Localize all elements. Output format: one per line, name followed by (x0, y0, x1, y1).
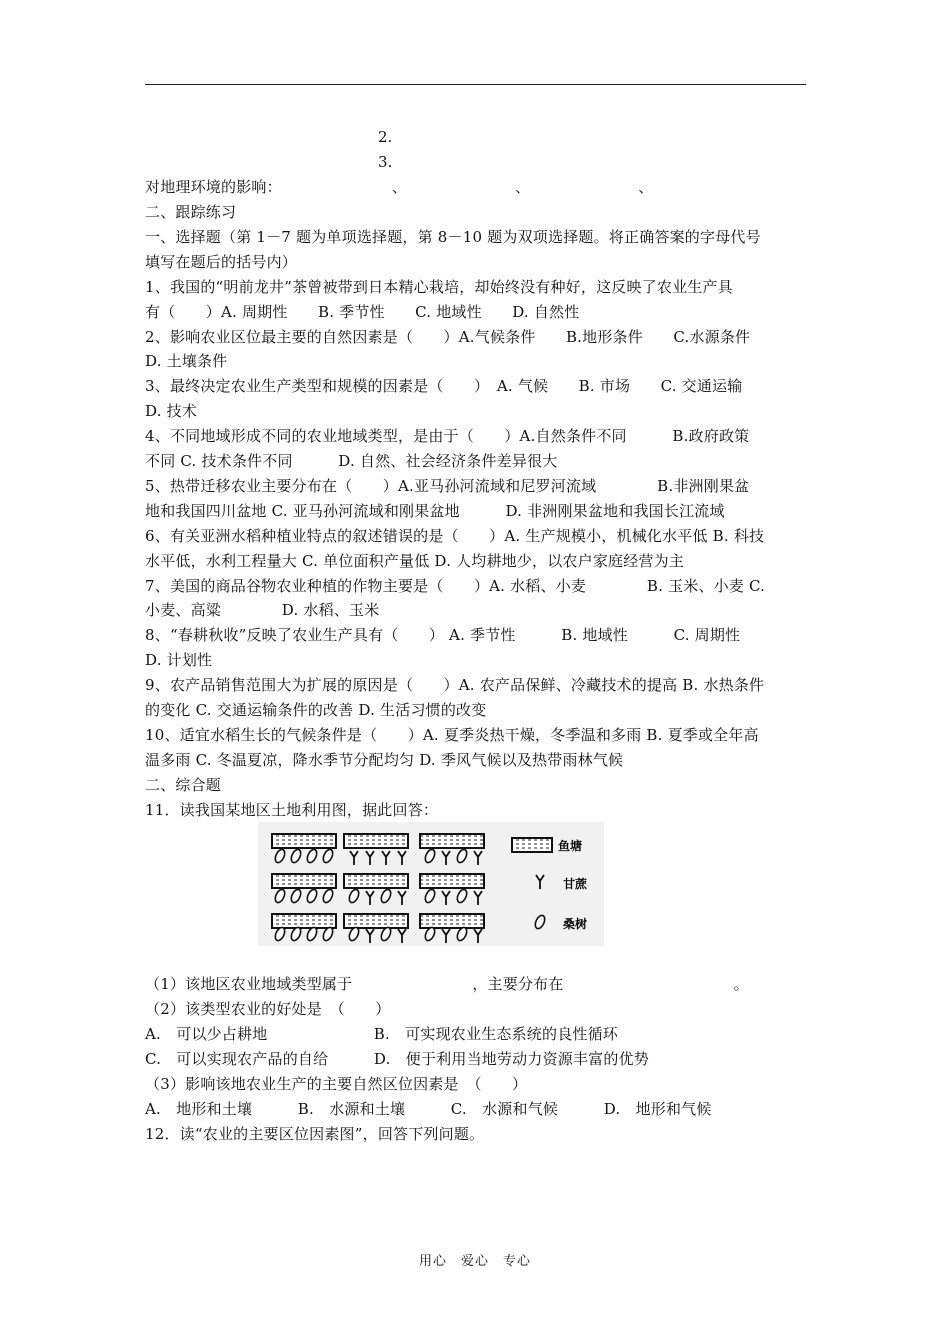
mulberry-icon (321, 888, 334, 904)
fishpond (344, 914, 408, 928)
mulberry-icon (347, 888, 360, 904)
text-line: 二、综合题 (145, 775, 222, 794)
text-line: 水平低，水利工程量大 C. 单位面积产量低 D. 人均耕地少，以农户家庭经营为主 (145, 551, 685, 570)
fishpond (420, 834, 484, 848)
legend-pond-label: 鱼塘 (558, 839, 583, 853)
fishpond (272, 874, 336, 888)
q11-part1-b: ，主要分布在 (472, 975, 564, 993)
fishpond (344, 874, 408, 888)
sugarcane-icon (398, 891, 406, 905)
mulberry-icon (379, 888, 392, 904)
mulberry-icon (289, 848, 302, 864)
fishpond (344, 834, 408, 848)
text-line: 8、“春耕秋收”反映了农业生产具有（ ） A. 季节性 B. 地域性 C. 周期性 (145, 626, 741, 645)
text-line: 10、适宜水稻生长的气候条件是（ ）A. 夏季炎热干燥，冬季温和多雨 B. 夏季或全年高 (145, 725, 759, 744)
text-line: 地和我国四川盆地 C. 亚马孙河流域和刚果盆地 D. 非洲刚果盆地和我国长江流域 (145, 501, 725, 520)
sugarcane-icon (474, 891, 482, 905)
sugarcane-icon (474, 851, 482, 865)
text-line: C. 可以实现农产品的自给 D. 便于利用当地劳动力资源丰富的优势 (145, 1050, 649, 1068)
text-line: （2）该类型农业的好处是 （ ） (145, 1000, 391, 1018)
mulberry-icon (455, 888, 468, 904)
mulberry-icon (289, 888, 302, 904)
text-line: 6、有关亚洲水稻种植业特点的叙述错误的是（ ）A. 生产规模小，机械化水平低 B. 科技 (145, 526, 765, 545)
q11-part1-a: （1）该地区农业地域类型属于 (145, 975, 353, 993)
text-line: 11．读我国某地区土地利用图，据此回答： (145, 800, 439, 819)
mulberry-icon (321, 848, 334, 864)
sugarcane-icon (442, 891, 450, 905)
sugarcane-icon (398, 929, 406, 943)
mulberry-icon (455, 848, 468, 864)
fishpond (272, 834, 336, 848)
mulberry-icon (273, 848, 286, 864)
text-line: D. 技术 (145, 402, 198, 421)
mulberry-icon (423, 848, 436, 864)
text-line: D. 计划性 (145, 651, 213, 670)
text-line: D. 土壤条件 (145, 352, 228, 371)
text-line: 二、跟踪练习 (145, 203, 237, 221)
sugarcane-icon (442, 851, 450, 865)
text-line: 的变化 C. 交通运输条件的改善 D. 生活习惯的改变 (145, 701, 487, 719)
legend-mulberry-label: 桑树 (563, 917, 588, 931)
text-line: 7、美国的商品谷物农业种植的作物主要是（ ）A. 水稻、小麦 B. 玉米、小麦 C. (145, 576, 766, 595)
text-line: 1、我国的“明前龙井”茶曾被带到日本精心栽培，却始终没有种好，这反映了农业生产具 (145, 277, 733, 296)
mulberry-icon (305, 888, 318, 904)
mulberry-icon (273, 888, 286, 904)
sugarcane-icon (398, 851, 406, 865)
text-line: 2、影响农业区位最主要的自然因素是（ ）A.气候条件 B.地形条件 C.水源条件 (145, 327, 751, 346)
text-line: 有（ ）A. 周期性 B. 季节性 C. 地域性 D. 自然性 (145, 302, 580, 321)
impact-sep-2: 、 (515, 178, 531, 196)
sugarcane-icon (350, 851, 358, 865)
text-line: 填写在题后的括号内） (145, 252, 298, 271)
land-use-figure (258, 822, 604, 946)
text-line: 小麦、高粱 D. 水稻、玉米 (145, 601, 380, 620)
land-use-diagram (258, 822, 604, 946)
text-line: 5、热带迁移农业主要分布在（ ）A.亚马孙河流域和尼罗河流域 B.非洲刚果盆 (145, 476, 750, 495)
mulberry-icon (423, 888, 436, 904)
impact-label: 对地理环境的影响： (145, 178, 282, 196)
mulberry-icon (533, 914, 546, 930)
legend-sugarcane-label: 甘蔗 (563, 877, 588, 891)
q11-part1 (145, 975, 749, 993)
text-line: 一、选择题（第 1－7 题为单项选择题，第 8－10 题为双项选择题。将正确答案的字母代号 (145, 227, 761, 246)
numbering-2: 2. (378, 128, 393, 146)
text-line: 3、最终决定农业生产类型和规模的因素是（ ） A. 气候 B. 市场 C. 交通运输 (145, 377, 743, 396)
text-line: （3）影响该地农业生产的主要自然区位因素是 （ ） (145, 1075, 528, 1093)
sugarcane-icon (366, 851, 374, 865)
mulberry-icon (305, 848, 318, 864)
text-line: 4、不同地域形成不同的农业地域类型，是由于（ ）A.自然条件不同 B.政府政策 (145, 427, 750, 446)
fishpond (420, 874, 484, 888)
sugarcane-icon (536, 875, 544, 889)
text-line: 9、农产品销售范围大为扩展的原因是（ ）A. 农产品保鲜、冷藏技术的提高 B. 水热条件 (145, 676, 765, 695)
impact-sep-3: 、 (638, 178, 654, 196)
legend-fishpond (512, 838, 552, 852)
page-footer: 用心 爱心 专心 (418, 1254, 531, 1269)
numbering-3: 3. (378, 153, 393, 171)
text-line: 温多雨 C. 冬温夏凉，降水季节分配均匀 D. 季风气候以及热带雨林气候 (145, 750, 624, 769)
sugarcane-icon (442, 929, 450, 943)
fishpond (272, 914, 336, 928)
header-rule (145, 84, 806, 85)
sugarcane-icon (382, 851, 390, 865)
sugarcane-icon (366, 891, 374, 905)
text-line: A. 地形和土壤 B. 水源和土壤 C. 水源和气候 D. 地形和气候 (145, 1100, 712, 1118)
impact-sep-1: 、 (391, 178, 408, 196)
sugarcane-icon (474, 929, 482, 943)
text-line: 12．读“农业的主要区位因素图”，回答下列问题。 (145, 1125, 485, 1143)
sugarcane-icon (366, 929, 374, 943)
text-line: A. 可以少占耕地 B. 可实现农业生态系统的良性循环 (145, 1025, 618, 1043)
text-line: 不同 C. 技术条件不同 D. 自然、社会经济条件差异很大 (145, 452, 558, 470)
q11-part1-c: 。 (733, 975, 749, 993)
impact-line (145, 178, 653, 196)
fishpond (420, 914, 484, 928)
